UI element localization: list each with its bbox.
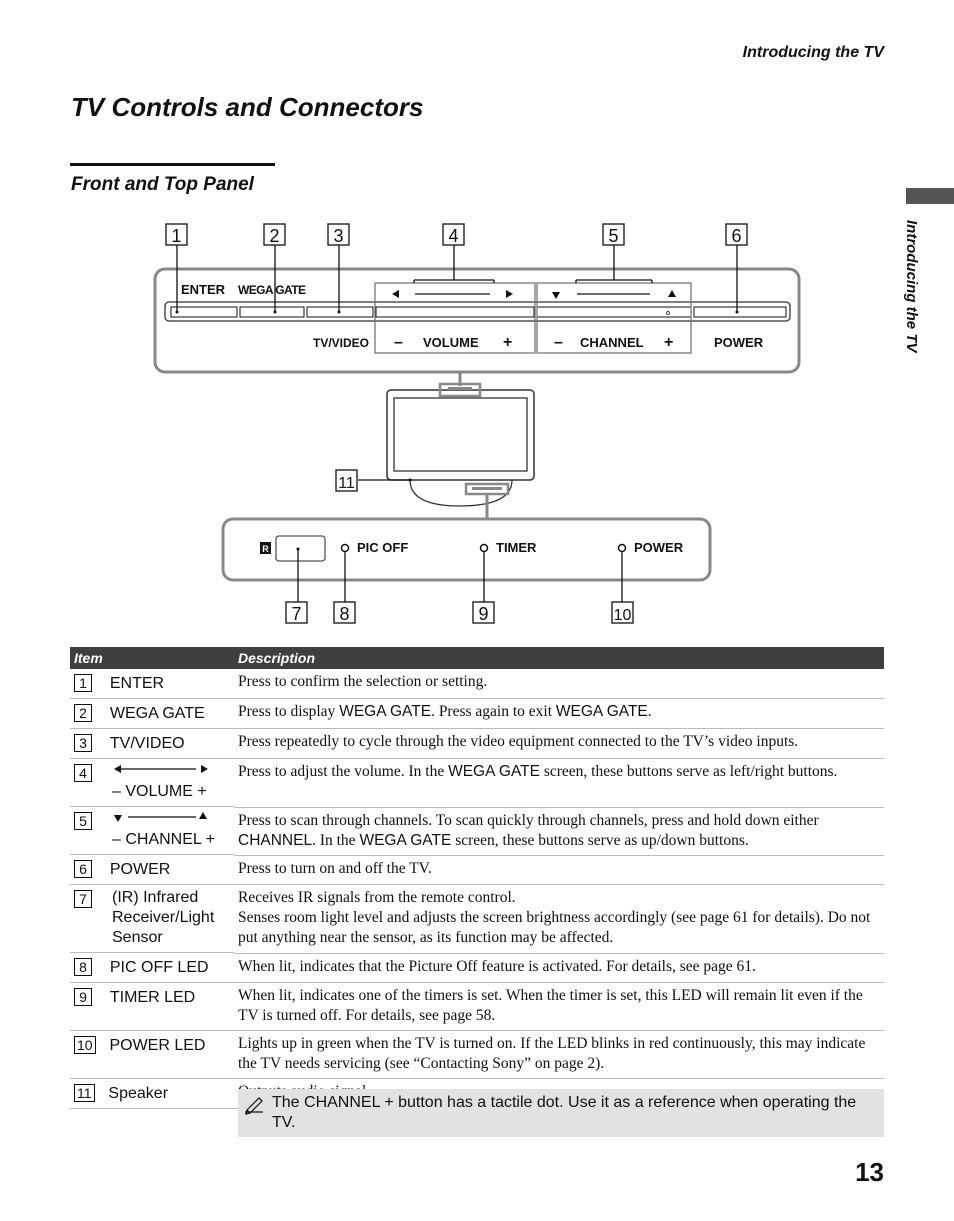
left-right-arrows-icon: [112, 762, 210, 776]
item-number: 4: [74, 764, 92, 782]
label-volume-plus: +: [503, 334, 513, 351]
table-row: [70, 759, 884, 808]
section-subtitle: Front and Top Panel: [71, 174, 254, 195]
callout-9: 9: [478, 604, 489, 624]
item-number: 10: [74, 1036, 96, 1054]
item-name: (IR) Infrared Receiver/Light Sensor: [112, 889, 215, 946]
label-timer: TIMER: [496, 540, 537, 555]
tv-controls-diagram: [0, 210, 954, 630]
item-name: TV/VIDEO: [109, 735, 185, 752]
label-volume: VOLUME: [423, 335, 479, 350]
tip-text: The CHANNEL + button has a tactile dot. Use it as a reference when operating the TV.: [272, 1094, 857, 1131]
item-name: PIC OFF LED: [109, 959, 209, 976]
label-tv-video: TV/VIDEO: [313, 336, 370, 350]
callout-5: 5: [608, 226, 619, 246]
ir-icon: R: [262, 544, 269, 554]
controls-table: [70, 647, 884, 1109]
label-power-led: POWER: [634, 540, 684, 555]
table-row: [70, 885, 884, 954]
side-tab-label: Introducing the TV: [903, 220, 920, 353]
callout-2: 2: [269, 226, 280, 246]
item-description: Lights up in green when the TV is turned on. If the LED blinks in red continuously, this may indicate the TV needs servicing (see “Contacting Sony” on page 2).: [234, 1031, 884, 1079]
table-row: [70, 699, 884, 729]
label-volume-minus: –: [394, 334, 403, 351]
item-description: Receives IR signals from the remote control. Senses room light level and adjusts the screen brightness accordingly (see page 61 for details). Do not put anything near the sensor, as its function may be affected.: [234, 885, 884, 954]
item-number: 6: [74, 860, 92, 878]
callout-1: 1: [171, 226, 182, 246]
callout-4: 4: [448, 226, 459, 246]
item-description: Press to scan through channels. To scan quickly through channels, press and hold down either CHANNEL. In the WEGA GATE screen, these buttons serve as up/down buttons.: [234, 807, 884, 855]
item-number: 7: [74, 890, 92, 908]
table-header-item: Item: [70, 647, 234, 669]
section-rule: [70, 163, 275, 166]
table-header-description: Description: [234, 647, 884, 669]
page-number: 13: [855, 1157, 884, 1187]
callout-8: 8: [339, 604, 350, 624]
down-up-arrows-icon: [112, 810, 210, 824]
label-pic-off: PIC OFF: [357, 540, 409, 555]
item-description: Press to confirm the selection or setting.: [234, 669, 884, 699]
item-number: 3: [74, 734, 92, 752]
label-channel: CHANNEL: [580, 335, 644, 350]
callout-7: 7: [291, 604, 302, 624]
callout-6: 6: [731, 226, 742, 246]
item-number: 5: [74, 812, 92, 830]
item-name: – CHANNEL +: [112, 831, 215, 848]
table-header-row: [70, 647, 884, 669]
item-description: Press to display WEGA GATE. Press again to exit WEGA GATE.: [234, 699, 884, 729]
item-description: When lit, indicates one of the timers is set. When the timer is set, this LED will remain lit even if the TV is turned off. For details, see page 58.: [234, 983, 884, 1031]
item-number: 9: [74, 988, 92, 1006]
item-description: Press to turn on and off the TV.: [234, 855, 884, 885]
item-description: Press repeatedly to cycle through the video equipment connected to the TV’s video inputs.: [234, 729, 884, 759]
table-row: [70, 669, 884, 699]
label-wega-gate: WEGA GATE: [238, 283, 306, 297]
table-row: [70, 983, 884, 1031]
item-number: 2: [74, 704, 92, 722]
table-row: [70, 729, 884, 759]
table-row: [70, 855, 884, 885]
table-row: [70, 1031, 884, 1079]
item-number: 1: [74, 674, 92, 692]
callout-11: 11: [338, 475, 355, 492]
item-name: ENTER: [109, 675, 165, 692]
item-number: 11: [74, 1084, 95, 1102]
item-name: Speaker: [108, 1085, 169, 1102]
item-name: POWER LED: [109, 1037, 206, 1054]
item-number: 8: [74, 958, 92, 976]
item-name: TIMER LED: [109, 989, 196, 1006]
table-row: [70, 953, 884, 983]
label-enter: ENTER: [181, 282, 226, 297]
pencil-note-icon: [242, 1094, 266, 1116]
running-header: Introducing the TV: [742, 44, 884, 61]
page-title: TV Controls and Connectors: [71, 92, 424, 122]
item-name: WEGA GATE: [109, 705, 205, 722]
callout-10: 10: [613, 607, 632, 624]
label-channel-minus: –: [554, 334, 563, 351]
item-name: – VOLUME +: [112, 783, 207, 800]
callout-3: 3: [333, 226, 344, 246]
item-description: When lit, indicates that the Picture Off feature is activated. For details, see page 61.: [234, 953, 884, 983]
side-tab-marker: [906, 188, 954, 204]
label-power: POWER: [714, 335, 764, 350]
tip-note: [238, 1089, 884, 1137]
item-description: Press to adjust the volume. In the WEGA GATE screen, these buttons serve as left/right buttons.: [234, 759, 884, 808]
table-row: [70, 807, 884, 855]
label-channel-plus: +: [664, 334, 674, 351]
item-name: POWER: [109, 861, 171, 878]
